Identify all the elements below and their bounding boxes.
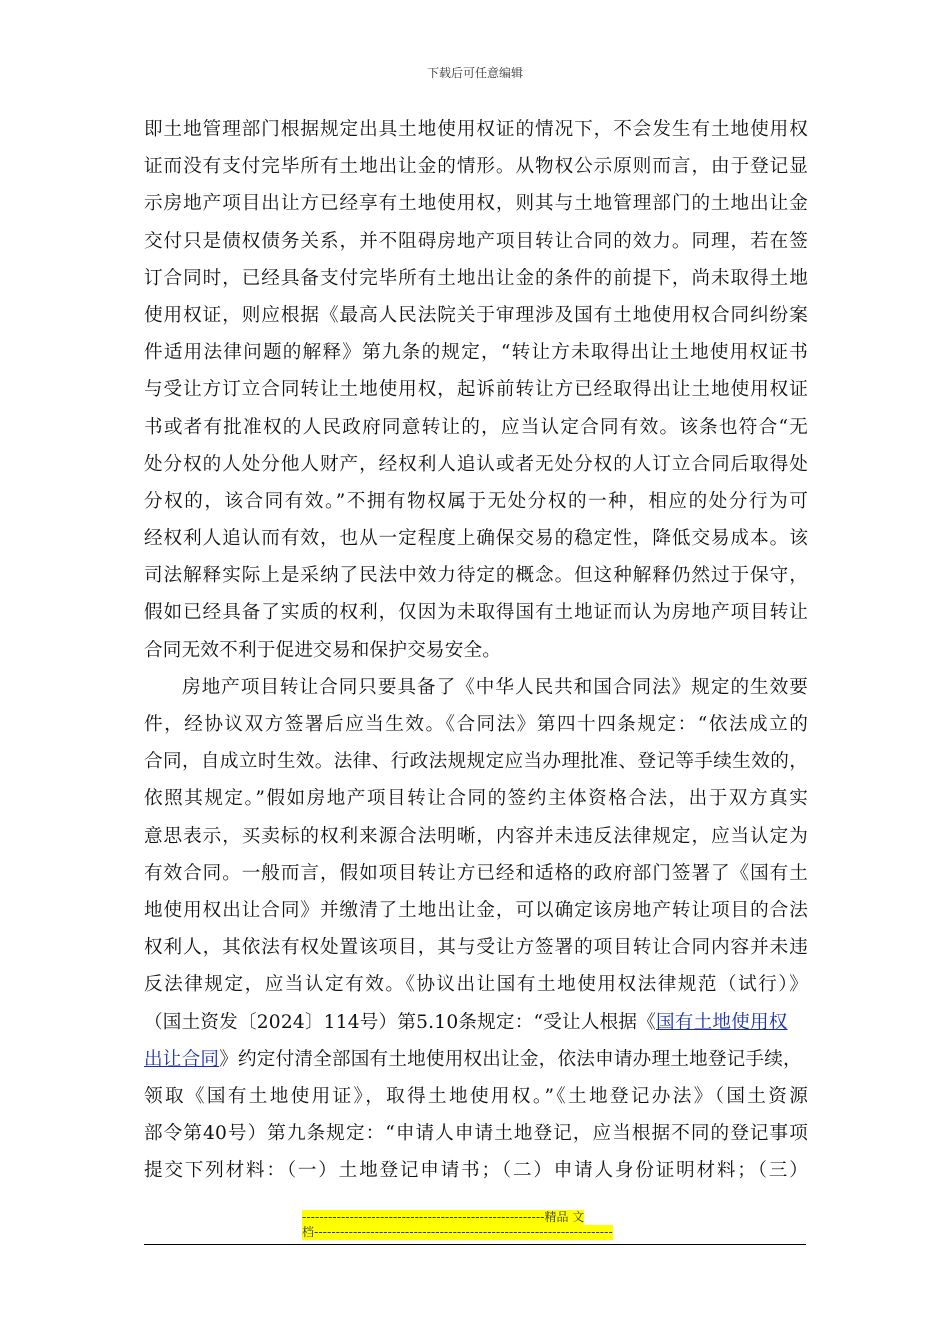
text-line-10: 处分权的人处分他人财产，经权利人追认或者无处分权的人订立合同后取得处 xyxy=(144,453,808,475)
text-line-22: 地使用权出让合同》并缴清了土地出让金，可以确定该房地产转让项目的合法 xyxy=(144,899,808,921)
text-line-17: 件，经协议双方签署后应当生效。《合同法》第四十四条规定：“依法成立的 xyxy=(144,714,808,735)
text-line-3: 示房地产项目出让方已经享有土地使用权，则其与土地管理部门的土地出让金 xyxy=(144,193,808,215)
text-line-13: 司法解释实际上是采纳了民法中效力待定的概念。但这种解释仍然过于保守， xyxy=(144,565,808,587)
text-line-8: 与受让方订立合同转让土地使用权，起诉前转让方已经取得出让土地使用权证 xyxy=(144,379,808,401)
contract-link[interactable]: 国有土地使用权 xyxy=(656,1011,788,1033)
text-line-14: 假如已经具备了实质的权利，仅因为未取得国有土地证而认为房地产项目转让 xyxy=(144,602,808,624)
footer-banner-line-1: --------------------------------------------------------精品 文 xyxy=(302,1210,585,1224)
text-line-26 xyxy=(144,1041,808,1078)
text-line-28: 部令第40号）第九条规定：“申请人申请土地登记，应当根据不同的登记事项 xyxy=(144,1123,808,1145)
text-line-6: 使用权证，则应根据《最高人民法院关于审理涉及国有土地使用权合同纠纷案 xyxy=(144,304,808,326)
text-line-23: 权利人，其依法有权处置该项目，其与受让方签署的项目转让合同内容并未违 xyxy=(144,937,808,959)
text-line-1: 即土地管理部门根据规定出具土地使用权证的情况下，不会发生有土地使用权 xyxy=(144,119,808,140)
text-line-25-start: （国土资发〔2024〕114号）第5.10条规定：“受让人根据《 xyxy=(144,1011,656,1033)
text-line-25 xyxy=(144,1004,808,1041)
text-line-18: 合同，自成立时生效。法律、行政法规规定应当办理批准、登记等手续生效的， xyxy=(144,751,808,773)
text-line-15: 合同无效不利于促进交易和保护交易安全。 xyxy=(144,639,502,661)
document-body xyxy=(144,111,808,1189)
text-line-12: 经权利人追认而有效，也从一定程度上确保交易的稳定性，降低交易成本。该 xyxy=(144,528,808,550)
text-line-9: 书或者有批准权的人民政府同意转让的，应当认定合同有效。该条也符合“无 xyxy=(144,416,808,438)
page-header: 下载后可任意编辑 xyxy=(426,66,523,80)
footer-banner-line-2: 档--------------------------------------------------------------------- xyxy=(302,1225,613,1239)
text-line-19: 依照其规定。”假如房地产项目转让合同的签约主体资格合法，出于双方真实 xyxy=(144,788,808,810)
footer-watermark-banner xyxy=(302,1210,650,1240)
text-line-5: 订合同时，已经具备支付完毕所有土地出让金的条件的前提下，尚未取得土地 xyxy=(144,267,808,289)
text-line-26-rest: 》约定付清全部国有土地使用权出让金，依法申请办理土地登记手续， xyxy=(219,1048,802,1070)
text-line-29: 提交下列材料：（一）土地登记申请书；（二）申请人身份证明材料；（三） xyxy=(144,1160,808,1182)
text-line-21: 有效合同。一般而言，假如项目转让方已经和适格的政府部门签署了《国有土 xyxy=(144,862,808,884)
text-line-7: 件适用法律问题的解释》第九条的规定，“转让方未取得出让土地使用权证书 xyxy=(144,342,808,364)
footer-divider xyxy=(144,1244,806,1245)
text-line-2: 证而没有支付完毕所有土地出让金的情形。从物权公示原则而言，由于登记显 xyxy=(144,156,808,178)
text-line-4: 交付只是债权债务关系，并不阻碍房地产项目转让合同的效力。同理，若在签 xyxy=(144,230,808,252)
contract-link-continued[interactable]: 出让合同 xyxy=(144,1048,220,1070)
text-line-24: 反法律规定，应当认定有效。《协议出让国有土地使用权法律规范（试行）》 xyxy=(144,974,808,996)
text-line-20: 意思表示，买卖标的权利来源合法明晰，内容并未违反法律规定，应当认定为 xyxy=(144,825,808,847)
text-line-16: 房地产项目转让合同只要具备了《中华人民共和国合同法》规定的生效要 xyxy=(182,676,808,698)
text-line-27: 领取《国有土地使用证》，取得土地使用权。”《土地登记办法》（国土资源 xyxy=(144,1085,808,1107)
text-line-11: 分权的，该合同有效。”不拥有物权属于无处分权的一种，相应的处分行为可 xyxy=(144,490,808,512)
